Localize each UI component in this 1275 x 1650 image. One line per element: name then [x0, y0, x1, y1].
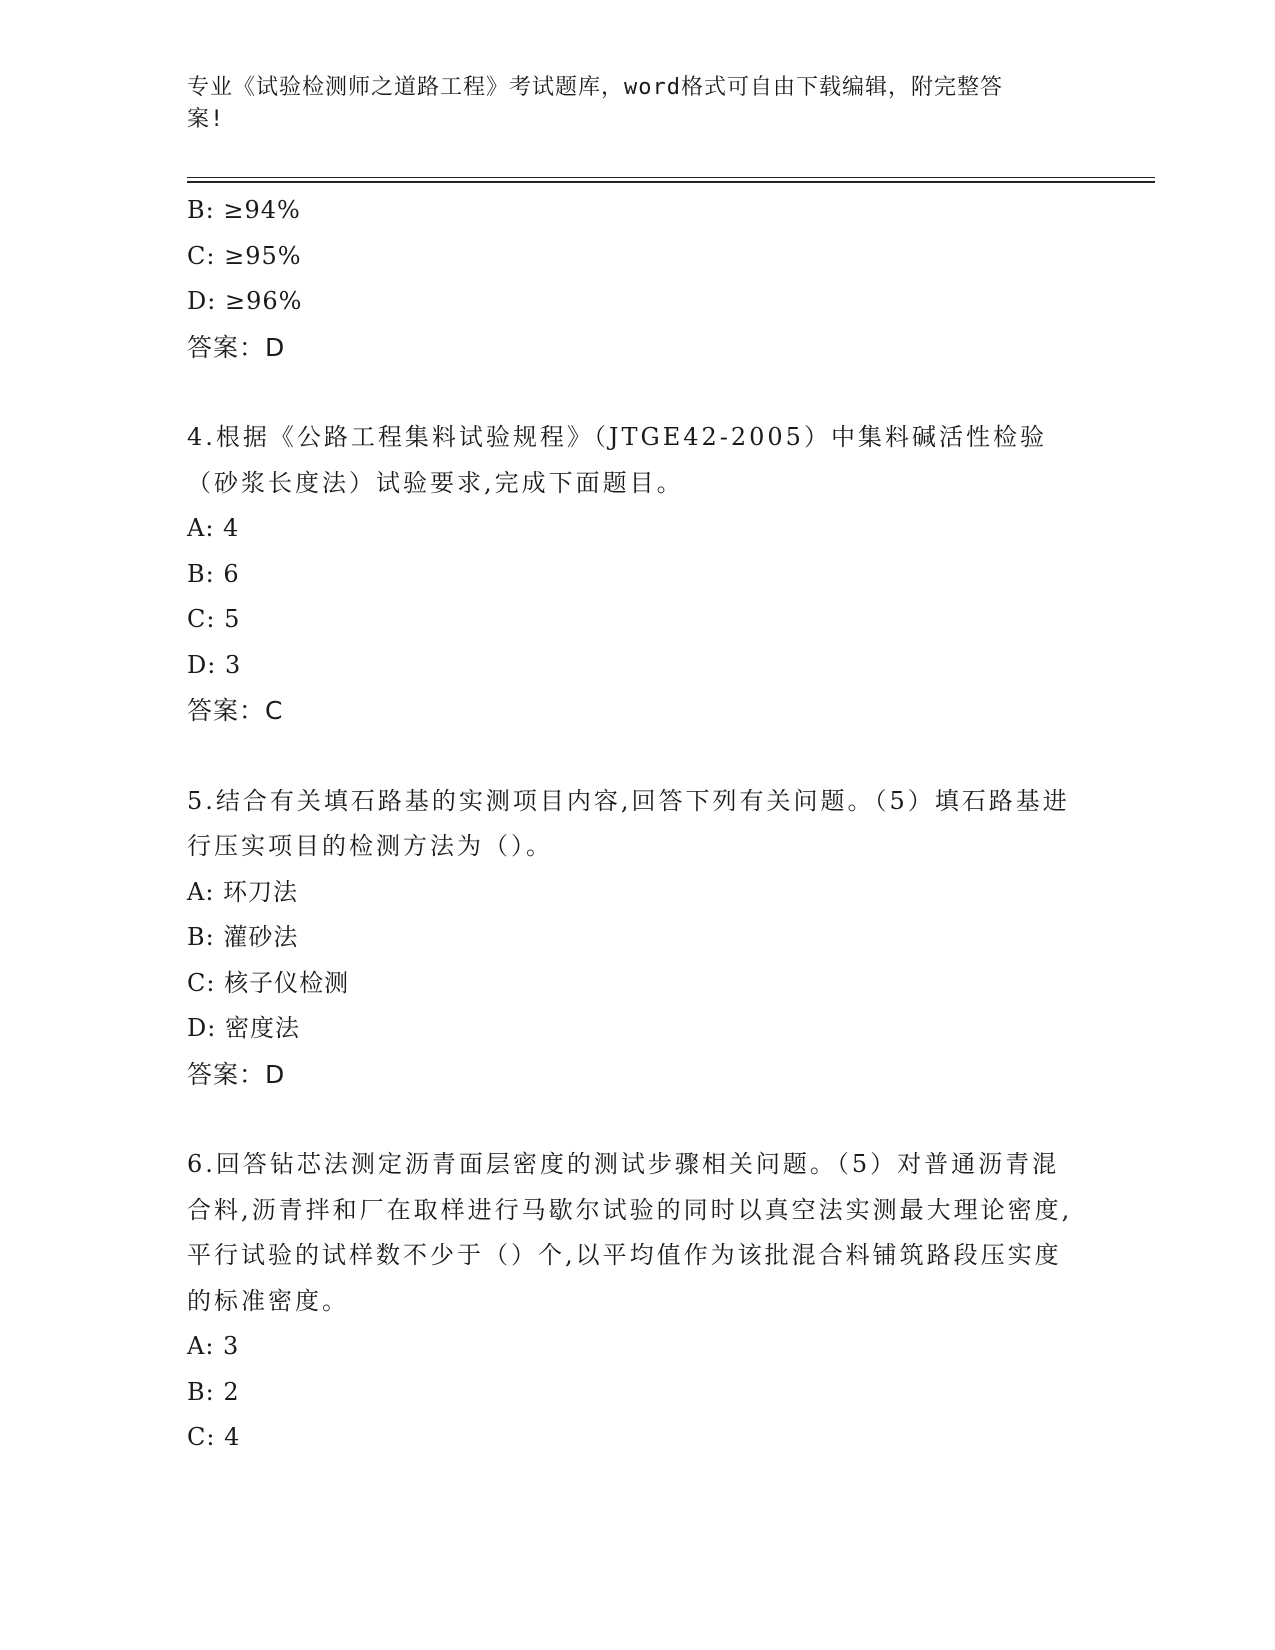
question-text: 4.根据《公路工程集料试验规程》（JTGE42-2005）中集料碱活性检验（砂浆长度法）试验要求,完成下面题目。 — [187, 423, 1047, 497]
option-c: C: 4 — [187, 1423, 241, 1451]
document-header — [187, 72, 1067, 136]
option-c: C: 5 — [187, 605, 241, 633]
question-5 — [187, 779, 1077, 1098]
header-line-1: 专业《试验检测师之道路工程》考试题库，word格式可自由下载编辑，附完整答 — [187, 75, 1003, 100]
question-3-tail — [187, 188, 1077, 370]
option-d: D: 3 — [187, 650, 242, 679]
question-text: 6.回答钻芯法测定沥青面层密度的测试步骤相关问题。（5）对普通沥青混合料,沥青拌和厂在取样进行马歇尔试验的同时以真空法实测最大理论密度,平行试验的试样数不少于（）个,以平均值作为该批混合料铺筑路段压实度的标准密度。 — [187, 1150, 1073, 1315]
header-rule-thin — [187, 177, 1155, 178]
answer: 答案：D — [187, 1059, 286, 1089]
answer: 答案：D — [187, 332, 286, 362]
header-rule-thick — [187, 181, 1155, 183]
option-b: B: 6 — [187, 559, 240, 588]
question-list — [187, 188, 1077, 1461]
option-c: C: ≥95% — [187, 241, 302, 270]
option-a: A: 3 — [187, 1332, 240, 1360]
option-d: D: 密度法 — [187, 1014, 300, 1042]
answer: 答案：C — [187, 696, 284, 725]
question-text: 5.结合有关填石路基的实测项目内容,回答下列有关问题。（5）填石路基进行压实项目的检测方法为（）。 — [187, 786, 1070, 860]
option-a: A: 环刀法 — [187, 877, 299, 906]
option-b: B: ≥94% — [187, 196, 301, 224]
option-a: A: 4 — [187, 514, 240, 542]
option-d: D: ≥96% — [187, 287, 303, 315]
question-6 — [187, 1142, 1077, 1461]
option-b: B: 灌砂法 — [187, 923, 299, 951]
question-4 — [187, 415, 1077, 734]
header-line-2: 案! — [187, 107, 225, 132]
option-b: B: 2 — [187, 1377, 240, 1406]
option-c: C: 核子仪检测 — [187, 968, 350, 997]
